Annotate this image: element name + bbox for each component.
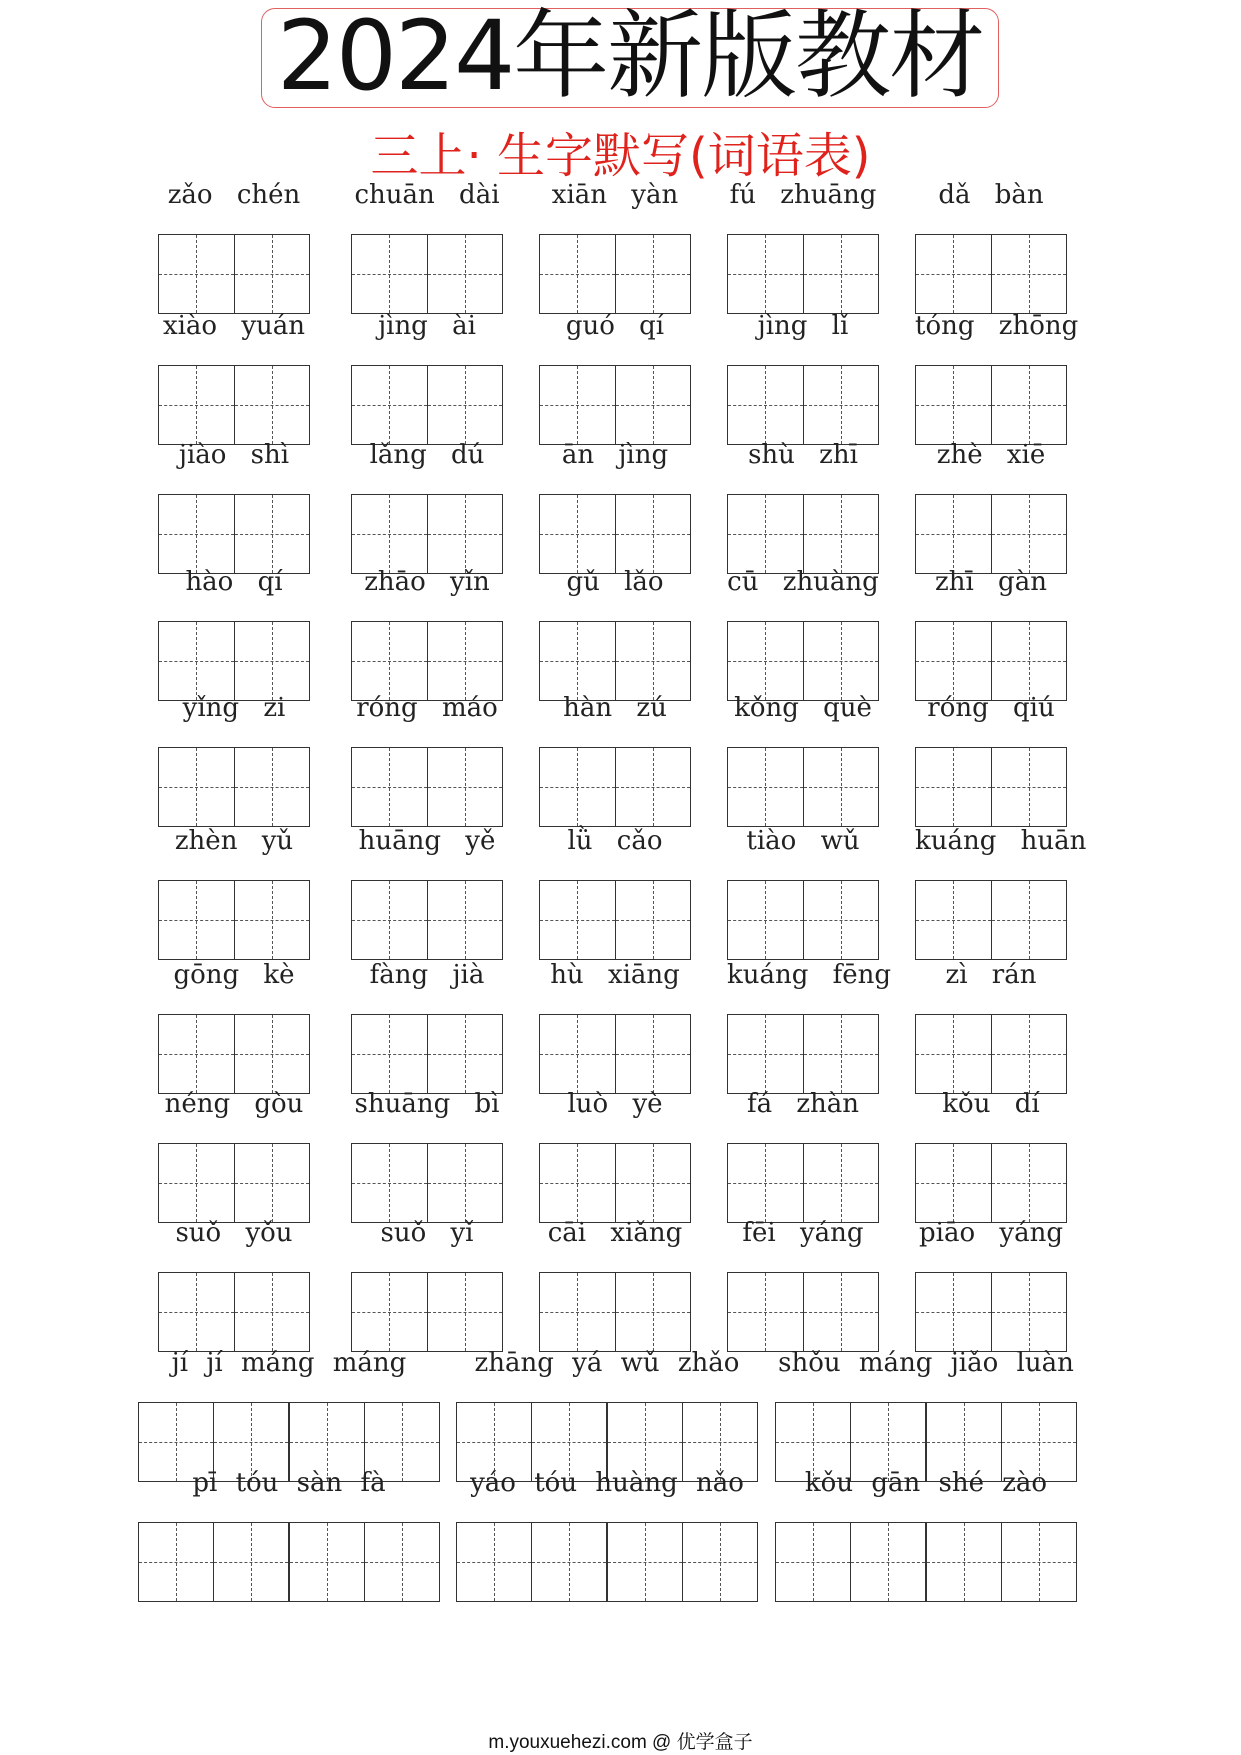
character-cell[interactable] [992, 1015, 1067, 1093]
word-pinyin: zhī gàn [935, 567, 1047, 597]
writing-grid[interactable] [727, 1272, 879, 1352]
character-cell[interactable] [235, 881, 310, 959]
character-cell[interactable] [616, 1144, 691, 1222]
character-cell[interactable] [540, 1273, 616, 1351]
character-cell[interactable] [352, 1273, 428, 1351]
character-cell[interactable] [804, 622, 879, 700]
writing-grid[interactable] [727, 880, 879, 960]
page-title: 2024年新版教材 [276, 0, 984, 112]
character-cell[interactable] [532, 1523, 608, 1601]
writing-grid[interactable] [351, 234, 503, 314]
character-cell[interactable] [1002, 1523, 1076, 1601]
character-cell[interactable] [365, 1523, 439, 1601]
word-pinyin: zì rán [945, 960, 1037, 990]
character-cell[interactable] [235, 495, 310, 573]
character-cell[interactable] [804, 748, 879, 826]
word-pinyin: yǐng zi [182, 693, 286, 723]
character-cell[interactable] [916, 235, 992, 313]
character-cell[interactable] [540, 881, 616, 959]
writing-grid[interactable] [539, 621, 691, 701]
word-pinyin: zhèn yǔ [174, 826, 294, 856]
character-cell[interactable] [428, 366, 503, 444]
writing-grid[interactable] [539, 494, 691, 574]
character-cell[interactable] [804, 881, 879, 959]
character-cell[interactable] [352, 748, 428, 826]
character-cell[interactable] [428, 622, 503, 700]
writing-grid[interactable] [351, 365, 503, 445]
character-cell[interactable] [728, 495, 804, 573]
character-cell[interactable] [214, 1523, 290, 1601]
word-pinyin: zǎo chén [167, 180, 301, 210]
character-cell[interactable] [728, 881, 804, 959]
writing-grid[interactable] [915, 880, 1067, 960]
word-pinyin: fēi yáng [742, 1218, 864, 1248]
character-cell[interactable] [540, 495, 616, 573]
character-cell[interactable] [616, 366, 691, 444]
character-cell[interactable] [804, 235, 879, 313]
character-cell[interactable] [804, 1144, 879, 1222]
character-cell[interactable] [235, 622, 310, 700]
writing-grid[interactable] [351, 880, 503, 960]
writing-grid[interactable] [539, 234, 691, 314]
word-pinyin: hù xiāng [550, 960, 680, 990]
word-pinyin: yáo tóu huàng nǎo [470, 1468, 744, 1498]
word-pinyin: jí jí máng máng [171, 1348, 407, 1378]
character-cell[interactable] [616, 495, 691, 573]
character-cell[interactable] [776, 1523, 851, 1601]
word-pinyin: xiào yuán [162, 311, 306, 341]
word-pinyin: luò yè [567, 1089, 663, 1119]
character-cell[interactable] [728, 1144, 804, 1222]
character-cell[interactable] [457, 1523, 532, 1601]
writing-grid[interactable] [158, 1014, 310, 1094]
writing-grid[interactable] [351, 621, 503, 701]
writing-grid[interactable] [915, 234, 1067, 314]
character-cell[interactable] [916, 1144, 992, 1222]
word-pinyin: dǎ bàn [938, 180, 1044, 210]
word-pinyin: jìng lǐ [757, 311, 849, 341]
character-cell[interactable] [235, 748, 310, 826]
word-pinyin: tiào wǔ [746, 826, 860, 856]
writing-grid[interactable] [158, 880, 310, 960]
character-cell[interactable] [916, 366, 992, 444]
word-pinyin: shuāng bì [354, 1089, 500, 1119]
character-cell[interactable] [992, 881, 1067, 959]
character-cell[interactable] [683, 1523, 757, 1601]
writing-grid[interactable] [539, 747, 691, 827]
writing-grid[interactable] [158, 365, 310, 445]
word-pinyin: zhāo yǐn [364, 567, 490, 597]
character-cell[interactable] [428, 235, 503, 313]
word-pinyin: piāo yáng [919, 1218, 1063, 1248]
word-pinyin: shǒu máng jiǎo luàn [778, 1348, 1074, 1378]
writing-grid[interactable] [539, 1272, 691, 1352]
character-cell[interactable] [540, 235, 616, 313]
character-cell[interactable] [352, 235, 428, 313]
writing-grid[interactable] [351, 747, 503, 827]
character-cell[interactable] [851, 1523, 927, 1601]
character-cell[interactable] [159, 235, 235, 313]
character-cell[interactable] [728, 366, 804, 444]
character-cell[interactable] [235, 1273, 310, 1351]
word-pinyin: zhāng yá wǔ zhǎo [474, 1348, 740, 1378]
character-cell[interactable] [159, 881, 235, 959]
character-cell[interactable] [728, 748, 804, 826]
writing-grid[interactable] [727, 621, 879, 701]
character-cell[interactable] [992, 495, 1067, 573]
character-cell[interactable] [916, 1015, 992, 1093]
writing-grid[interactable] [539, 365, 691, 445]
character-cell[interactable] [804, 1015, 879, 1093]
character-cell[interactable] [139, 1523, 214, 1601]
character-cell[interactable] [916, 622, 992, 700]
writing-grid[interactable] [539, 1143, 691, 1223]
writing-grid[interactable] [158, 747, 310, 827]
writing-grid[interactable] [915, 1272, 1067, 1352]
word-pinyin: hào qí [185, 567, 283, 597]
word-pinyin: huāng yě [358, 826, 496, 856]
writing-grid[interactable] [727, 1143, 879, 1223]
character-cell[interactable] [728, 1015, 804, 1093]
character-cell[interactable] [428, 1144, 503, 1222]
character-cell[interactable] [927, 1523, 1002, 1601]
writing-grid[interactable] [351, 1143, 503, 1223]
character-cell[interactable] [352, 1144, 428, 1222]
word-pinyin: zhè xiē [936, 440, 1046, 470]
writing-grid[interactable] [727, 494, 879, 574]
character-cell[interactable] [916, 495, 992, 573]
writing-grid[interactable] [138, 1522, 440, 1602]
word-pinyin: jiào shì [178, 440, 290, 470]
character-cell[interactable] [159, 1273, 235, 1351]
character-cell[interactable] [290, 1523, 365, 1601]
word-pinyin: kuáng fēng [727, 960, 892, 990]
word-pinyin: kǒu dí [942, 1089, 1040, 1119]
character-cell[interactable] [428, 881, 503, 959]
writing-grid[interactable] [456, 1522, 758, 1602]
word-pinyin: néng gòu [164, 1089, 304, 1119]
character-cell[interactable] [235, 1015, 310, 1093]
writing-grid[interactable] [158, 1143, 310, 1223]
word-pinyin: shù zhī [748, 440, 858, 470]
word-pinyin: suǒ yǒu [175, 1218, 293, 1248]
word-pinyin: cāi xiǎng [547, 1218, 683, 1248]
character-cell[interactable] [540, 748, 616, 826]
character-cell[interactable] [616, 1015, 691, 1093]
character-cell[interactable] [428, 495, 503, 573]
character-cell[interactable] [428, 1273, 503, 1351]
character-cell[interactable] [804, 1273, 879, 1351]
writing-grid[interactable] [915, 1143, 1067, 1223]
character-cell[interactable] [540, 1144, 616, 1222]
character-cell[interactable] [616, 1273, 691, 1351]
character-cell[interactable] [608, 1523, 683, 1601]
character-cell[interactable] [728, 235, 804, 313]
character-cell[interactable] [992, 748, 1067, 826]
character-cell[interactable] [352, 1015, 428, 1093]
character-cell[interactable] [728, 622, 804, 700]
writing-grid[interactable] [727, 747, 879, 827]
word-pinyin: róng qiú [927, 693, 1055, 723]
character-cell[interactable] [352, 622, 428, 700]
word-pinyin: pī tóu sàn fà [192, 1468, 386, 1498]
footer-source: m.youxuehezi.com @ 优学盒子 [488, 1732, 753, 1753]
character-cell[interactable] [992, 1273, 1067, 1351]
writing-grid[interactable] [915, 621, 1067, 701]
writing-grid[interactable] [158, 1272, 310, 1352]
character-cell[interactable] [616, 881, 691, 959]
writing-grid[interactable] [915, 494, 1067, 574]
word-pinyin: jìng ài [378, 311, 476, 341]
word-pinyin: lǎng dú [369, 440, 485, 470]
word-pinyin: tóng zhōng [915, 311, 1079, 341]
character-cell[interactable] [916, 1273, 992, 1351]
character-cell[interactable] [728, 1273, 804, 1351]
word-pinyin: gǔ lǎo [566, 567, 664, 597]
writing-grid[interactable] [539, 1014, 691, 1094]
writing-grid[interactable] [351, 494, 503, 574]
word-pinyin: ān jìng [561, 440, 669, 470]
word-pinyin: chuān dài [354, 180, 500, 210]
character-cell[interactable] [428, 1015, 503, 1093]
word-pinyin: gōng kè [173, 960, 295, 990]
character-cell[interactable] [159, 366, 235, 444]
word-pinyin: fàng jià [369, 960, 485, 990]
character-cell[interactable] [616, 235, 691, 313]
character-cell[interactable] [804, 366, 879, 444]
character-cell[interactable] [616, 622, 691, 700]
writing-grid[interactable] [158, 234, 310, 314]
word-pinyin: xiān yàn [551, 180, 679, 210]
writing-grid[interactable] [915, 365, 1067, 445]
writing-grid[interactable] [539, 880, 691, 960]
word-pinyin: kǒng què [734, 693, 872, 723]
word-pinyin: suǒ yǐ [380, 1218, 474, 1248]
writing-grid[interactable] [727, 234, 879, 314]
character-cell[interactable] [235, 366, 310, 444]
writing-grid[interactable] [775, 1522, 1077, 1602]
character-cell[interactable] [235, 1144, 310, 1222]
character-cell[interactable] [428, 748, 503, 826]
writing-grid[interactable] [915, 747, 1067, 827]
character-cell[interactable] [540, 366, 616, 444]
character-cell[interactable] [159, 1144, 235, 1222]
writing-grid[interactable] [727, 1014, 879, 1094]
writing-grid[interactable] [158, 494, 310, 574]
writing-grid[interactable] [158, 621, 310, 701]
character-cell[interactable] [616, 748, 691, 826]
word-pinyin: fá zhàn [746, 1089, 860, 1119]
word-pinyin: lǜ cǎo [567, 826, 663, 856]
character-cell[interactable] [159, 748, 235, 826]
character-cell[interactable] [992, 366, 1067, 444]
character-cell[interactable] [235, 235, 310, 313]
word-pinyin: kuáng huān [915, 826, 1087, 856]
page-subtitle: 三上· 生字默写(词语表) [370, 128, 871, 184]
character-cell[interactable] [916, 881, 992, 959]
character-cell[interactable] [159, 622, 235, 700]
character-cell[interactable] [159, 1015, 235, 1093]
writing-grid[interactable] [351, 1014, 503, 1094]
writing-grid[interactable] [727, 365, 879, 445]
writing-grid[interactable] [915, 1014, 1067, 1094]
word-pinyin: róng máo [356, 693, 498, 723]
word-pinyin: guó qí [565, 311, 665, 341]
character-cell[interactable] [992, 235, 1067, 313]
writing-grid[interactable] [351, 1272, 503, 1352]
character-cell[interactable] [992, 1144, 1067, 1222]
character-cell[interactable] [352, 881, 428, 959]
character-cell[interactable] [352, 366, 428, 444]
character-cell[interactable] [159, 495, 235, 573]
character-cell[interactable] [916, 748, 992, 826]
word-pinyin: kǒu gān shé zào [804, 1468, 1048, 1498]
character-cell[interactable] [540, 622, 616, 700]
character-cell[interactable] [992, 622, 1067, 700]
word-pinyin: cū zhuàng [727, 567, 879, 597]
word-pinyin: hàn zú [563, 693, 667, 723]
word-pinyin: fú zhuāng [729, 180, 877, 210]
character-cell[interactable] [804, 495, 879, 573]
character-cell[interactable] [540, 1015, 616, 1093]
character-cell[interactable] [352, 495, 428, 573]
